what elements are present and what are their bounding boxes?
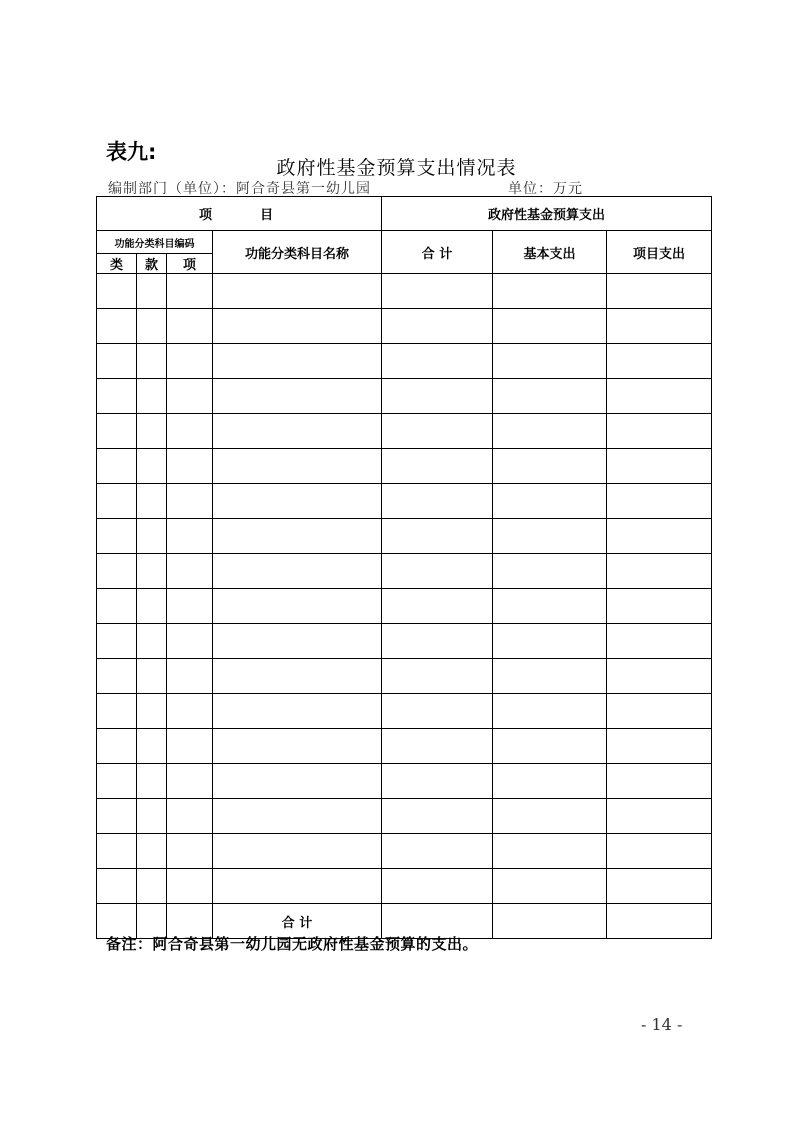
xiang-cell [167,554,213,589]
total-cell [382,554,493,589]
func-code-header: 功能分类科目编码 [97,231,213,254]
table-row [97,764,712,799]
project-cell [607,764,712,799]
lei-header: 类 [97,254,137,274]
basic-cell [493,449,607,484]
basic-expense-header: 基本支出 [493,231,607,274]
lei-cell [97,554,137,589]
xiang-cell [167,414,213,449]
name-cell [213,589,382,624]
name-cell [213,379,382,414]
kuan-cell [137,659,167,694]
lei-cell [97,344,137,379]
lei-cell [97,659,137,694]
basic-cell [493,379,607,414]
basic-cell [493,764,607,799]
lei-cell [97,729,137,764]
lei-cell [97,484,137,519]
lei-cell [97,799,137,834]
basic-cell [493,309,607,344]
project-cell [607,589,712,624]
project-cell [607,799,712,834]
table-row [97,589,712,624]
project-cell [607,519,712,554]
name-cell [213,694,382,729]
total-row-cell [493,904,607,939]
kuan-cell [137,764,167,799]
kuan-cell [137,799,167,834]
total-cell [382,484,493,519]
total-cell [382,729,493,764]
total-cell [382,519,493,554]
total-cell [382,869,493,904]
basic-cell [493,344,607,379]
department-label: 编制部门（单位）：阿合奇县第一幼儿园 [108,181,371,197]
name-cell [213,624,382,659]
lei-cell [97,379,137,414]
name-cell [213,309,382,344]
header-row-2 [97,231,712,254]
xiang-cell [167,869,213,904]
table-row [97,519,712,554]
func-name-header: 功能分类科目名称 [213,231,382,274]
project-expense-header: 项目支出 [607,231,712,274]
lei-cell [97,519,137,554]
basic-cell [493,799,607,834]
kuan-cell [137,274,167,309]
project-cell [607,694,712,729]
name-cell [213,554,382,589]
table-row [97,274,712,309]
lei-cell [97,694,137,729]
xiang-cell [167,834,213,869]
name-cell [213,659,382,694]
project-cell [607,659,712,694]
basic-cell [493,869,607,904]
basic-cell [493,694,607,729]
project-cell [607,449,712,484]
total-cell [382,589,493,624]
page-title: 政府性基金预算支出情况表 [276,157,517,179]
table-row [97,414,712,449]
table-row [97,484,712,519]
kuan-cell [137,344,167,379]
xiang-cell [167,274,213,309]
total-header: 合 计 [382,231,493,274]
project-cell [607,869,712,904]
xiang-header: 项 [167,254,213,274]
total-cell [382,344,493,379]
fund-budget-header: 政府性基金预算支出 [382,197,712,231]
xiang-cell [167,519,213,554]
basic-cell [493,589,607,624]
kuan-header: 款 [137,254,167,274]
table-row [97,659,712,694]
project-cell [607,484,712,519]
xiang-cell [167,729,213,764]
table-row [97,624,712,659]
basic-cell [493,729,607,764]
basic-cell [493,834,607,869]
kuan-cell [137,834,167,869]
project-cell [607,274,712,309]
lei-cell [97,869,137,904]
budget-table [96,196,712,939]
lei-cell [97,414,137,449]
basic-cell [493,554,607,589]
table-row [97,344,712,379]
xiang-cell [167,344,213,379]
xiang-cell [167,659,213,694]
table-label: 表九: [106,140,157,164]
xiang-cell [167,449,213,484]
project-cell [607,414,712,449]
project-cell [607,729,712,764]
xiang-cell [167,309,213,344]
kuan-cell [137,309,167,344]
total-row-cell [607,904,712,939]
table-row [97,834,712,869]
name-cell [213,484,382,519]
name-cell [213,834,382,869]
total-cell [382,309,493,344]
basic-cell [493,414,607,449]
kuan-cell [137,554,167,589]
table-row [97,449,712,484]
total-cell [382,799,493,834]
xiang-cell [167,799,213,834]
xiang-cell [167,764,213,799]
table-row [97,379,712,414]
page-number: - 14 - [641,1015,683,1034]
name-cell [213,519,382,554]
name-cell [213,869,382,904]
lei-cell [97,834,137,869]
total-cell [382,764,493,799]
footnote: 备注：阿合奇县第一幼儿园无政府性基金预算的支出。 [106,935,479,953]
kuan-cell [137,589,167,624]
xiang-cell [167,589,213,624]
lei-cell [97,449,137,484]
kuan-cell [137,449,167,484]
project-cell [607,309,712,344]
total-cell [382,624,493,659]
total-cell [382,449,493,484]
project-cell [607,554,712,589]
xiang-cell [167,694,213,729]
item-header: 项 目 [97,197,382,231]
lei-cell [97,624,137,659]
basic-cell [493,274,607,309]
basic-cell [493,624,607,659]
header-row-1 [97,197,712,231]
basic-cell [493,659,607,694]
lei-cell [97,309,137,344]
name-cell [213,344,382,379]
kuan-cell [137,624,167,659]
table-row [97,869,712,904]
table-row [97,729,712,764]
kuan-cell [137,694,167,729]
table-row [97,309,712,344]
name-cell [213,764,382,799]
project-cell [607,834,712,869]
name-cell [213,799,382,834]
total-cell [382,834,493,869]
lei-cell [97,589,137,624]
xiang-cell [167,484,213,519]
total-cell [382,379,493,414]
basic-cell [493,484,607,519]
total-cell [382,659,493,694]
xiang-cell [167,379,213,414]
kuan-cell [137,729,167,764]
kuan-cell [137,484,167,519]
table-row [97,799,712,834]
project-cell [607,379,712,414]
total-row-label: 合 计 [213,904,382,939]
kuan-cell [137,519,167,554]
table-row [97,694,712,729]
xiang-cell [167,624,213,659]
unit-label: 单位：万元 [508,181,583,197]
basic-cell [493,519,607,554]
name-cell [213,274,382,309]
lei-cell [97,274,137,309]
name-cell [213,729,382,764]
kuan-cell [137,869,167,904]
project-cell [607,624,712,659]
project-cell [607,344,712,379]
total-cell [382,414,493,449]
table-row [97,554,712,589]
name-cell [213,449,382,484]
kuan-cell [137,414,167,449]
name-cell [213,414,382,449]
lei-cell [97,764,137,799]
total-cell [382,274,493,309]
kuan-cell [137,379,167,414]
total-cell [382,694,493,729]
